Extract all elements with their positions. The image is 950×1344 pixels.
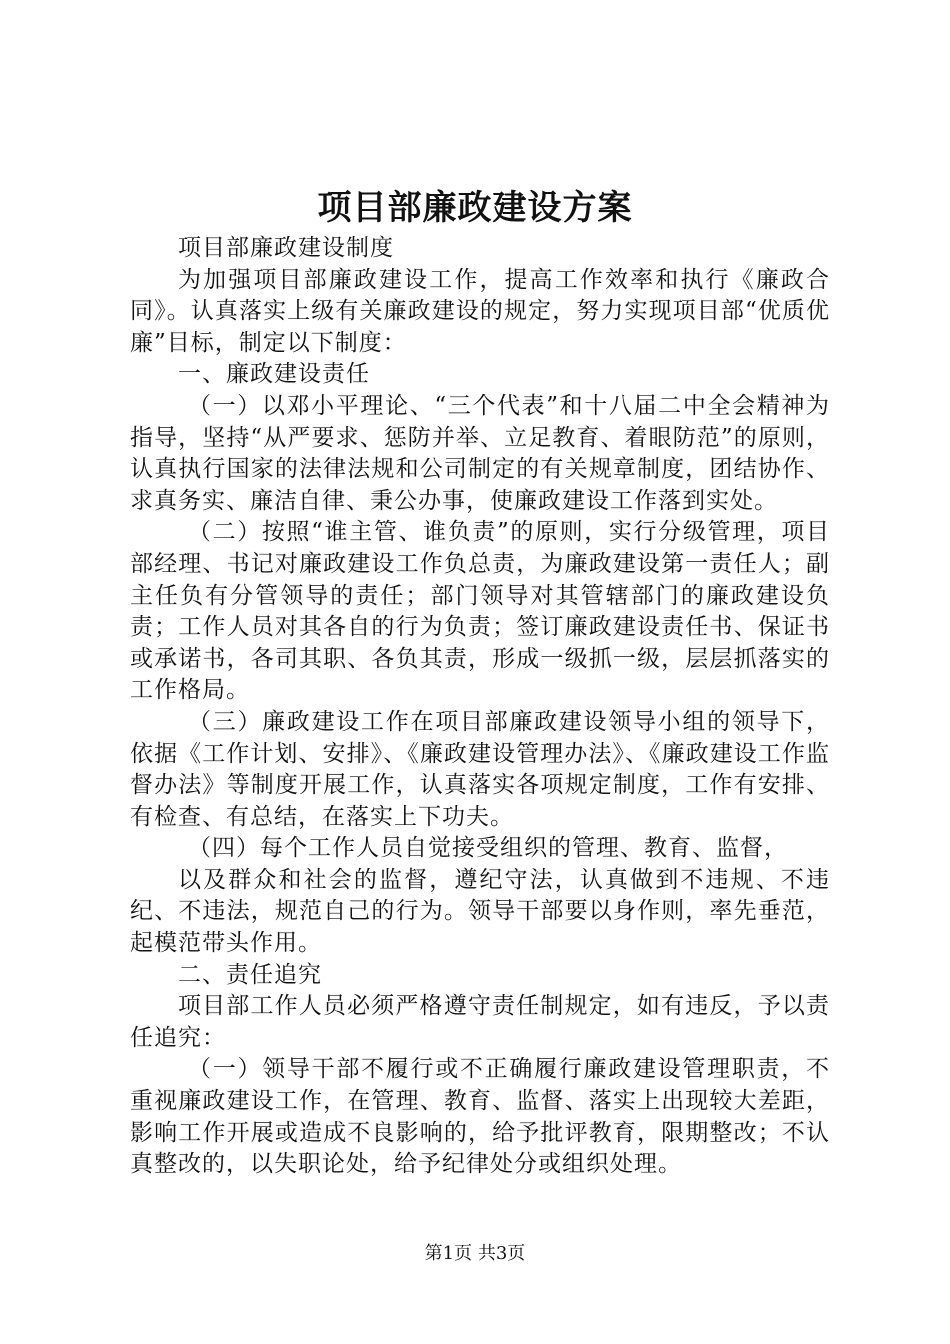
clause-1-1: （一）以邓小平理论、“三个代表”和十八届二中全会精神为指导，坚持“从严要求、惩防并举、立足教育、着眼防范”的原则，认真执行国家的法律法规和公司制定的有关规章制度，团结协作、求真务实、廉洁自律、秉公办事，使廉政建设工作落到实处。: [130, 392, 830, 514]
page-number-footer: 第1页 共3页: [424, 1243, 526, 1264]
section-2-intro: 项目部工作人员必须严格遵守责任制规定，如有违反，予以责任追究：: [130, 993, 830, 1051]
clause-1-4: （四）每个工作人员自觉接受组织的管理、教育、监督，: [188, 835, 788, 862]
clause-1-4-continued: 以及群众和社会的监督，遵纪守法，认真做到不违规、不违纪、不违法，规范自己的行为。领导干部要以身作则，率先垂范，起模范带头作用。: [130, 866, 830, 957]
section-heading-1: 一、廉政建设责任: [178, 361, 370, 388]
document-title: 项目部廉政建设方案: [317, 188, 633, 228]
clause-1-2: （二）按照“谁主管、谁负责”的原则，实行分级管理，项目部经理、书记对廉政建设工作负总责，为廉政建设第一责任人；副主任负有分管领导的责任；部门领导对其管辖部门的廉政建设负责；工作人员对其各自的行为负责；签订廉政建设责任书、保证书或承诺书，各司其职、各负其责，形成一级抓一级，层层抓落实的工作格局。: [130, 519, 830, 704]
clause-2-1: （一）领导干部不履行或不正确履行廉政建设管理职责，不重视廉政建设工作，在管理、教育、监督、落实上出现较大差距，影响工作开展或造成不良影响的，给予批评教育，限期整改；不认真整改的，以失职论处，给予纪律处分或组织处理。: [130, 1056, 830, 1178]
section-heading-2: 二、责任追究: [178, 961, 322, 988]
intro-paragraph: 为加强项目部廉政建设工作，提高工作效率和执行《廉政合同》。认真落实上级有关廉政建设的规定，努力实现项目部“优质优廉”目标，制定以下制度：: [130, 266, 830, 356]
subtitle-paragraph: 项目部廉政建设制度: [178, 235, 394, 261]
clause-1-3: （三）廉政建设工作在项目部廉政建设领导小组的领导下，依据《工作计划、安排》、《廉政建设管理办法》、《廉政建设工作监督办法》等制度开展工作，认真落实各项规定制度，工作有安排、有检查、有总结，在落实上下功夫。: [130, 708, 830, 830]
document-body: [130, 233, 830, 1181]
